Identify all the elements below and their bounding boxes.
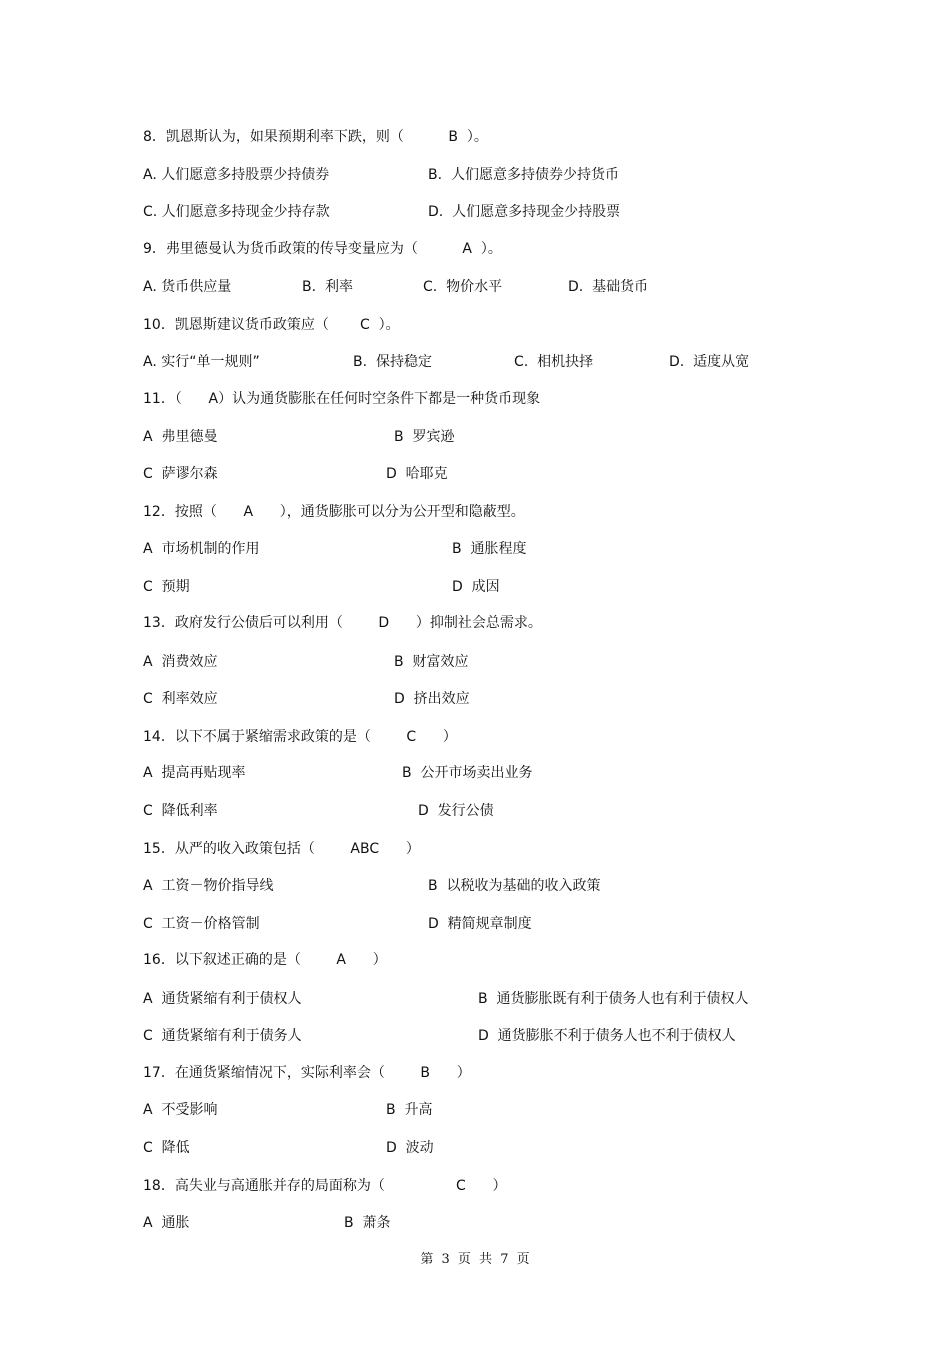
option-c: C. 相机抉择	[514, 354, 594, 370]
option-a: A 市场机制的作用	[143, 541, 260, 557]
option-a: A 不受影响	[143, 1102, 218, 1118]
question-stem: 9．弗里德曼认为货币政策的传导变量应为（ A ）。	[143, 241, 502, 257]
option-b: B 以税收为基础的收入政策	[428, 878, 601, 894]
question-stem: 12．按照（ A ），通货膨胀可以分为公开型和隐蔽型。	[143, 504, 525, 520]
question-stem: 16．以下叙述正确的是（ A ）	[143, 952, 387, 968]
option-c: C 通货紧缩有利于债务人	[143, 1028, 302, 1044]
option-a: A. 货币供应量	[143, 279, 232, 295]
question-stem: 8．凯恩斯认为，如果预期利率下跌，则（ B ）。	[143, 129, 488, 145]
option-c: C 利率效应	[143, 691, 218, 707]
option-a: A 弗里德曼	[143, 429, 218, 445]
page-footer: 第 3 页 共 7 页	[420, 1252, 530, 1267]
option-b: B 公开市场卖出业务	[402, 765, 533, 781]
question-stem: 15．从严的收入政策包括（ ABC ）	[143, 841, 420, 857]
option-a: A. 实行“单一规则”	[143, 354, 260, 370]
option-d: D 通货膨胀不利于债务人也不利于债权人	[478, 1028, 736, 1044]
option-c: C 萨谬尔森	[143, 466, 218, 482]
option-b: B 通货膨胀既有利于债务人也有利于债权人	[478, 991, 749, 1007]
option-b: B 财富效应	[394, 654, 469, 670]
option-c: C. 人们愿意多持现金少持存款	[143, 204, 330, 220]
question-stem: 14．以下不属于紧缩需求政策的是（ C ）	[143, 729, 457, 745]
question-stem: 18．高失业与高通胀并存的局面称为（ C ）	[143, 1178, 507, 1194]
option-d: D 挤出效应	[394, 691, 470, 707]
option-d: D 发行公债	[418, 803, 494, 819]
option-b: B. 人们愿意多持债券少持货币	[428, 167, 619, 183]
option-a: A 消费效应	[143, 654, 218, 670]
option-c: C 降低	[143, 1140, 190, 1156]
option-d: D 波动	[386, 1140, 434, 1156]
option-a: A 通胀	[143, 1215, 190, 1231]
option-b: B 通胀程度	[452, 541, 527, 557]
option-d: D 成因	[452, 579, 500, 595]
option-a: A. 人们愿意多持股票少持债券	[143, 167, 330, 183]
option-c: C 预期	[143, 579, 190, 595]
option-a: A 提高再贴现率	[143, 765, 246, 781]
option-b: B 罗宾逊	[394, 429, 455, 445]
option-a: A 工资－物价指导线	[143, 878, 274, 894]
option-d: D 精简规章制度	[428, 916, 532, 932]
option-b: B 升高	[386, 1102, 433, 1118]
option-b: B 萧条	[344, 1215, 391, 1231]
option-c: C 降低利率	[143, 803, 218, 819]
option-d: D. 人们愿意多持现金少持股票	[428, 204, 621, 220]
option-c: C 工资－价格管制	[143, 916, 260, 932]
question-stem: 13．政府发行公债后可以利用（ D ）抑制社会总需求。	[143, 615, 542, 631]
option-a: A 通货紧缩有利于债权人	[143, 991, 302, 1007]
option-d: D. 适度从宽	[669, 354, 750, 370]
option-b: B. 保持稳定	[353, 354, 432, 370]
option-c: C. 物价水平	[423, 279, 503, 295]
question-stem: 17．在通货紧缩情况下，实际利率会（ B ）	[143, 1065, 471, 1081]
question-stem: 11．（ A）认为通货膨胀在任何时空条件下都是一种货币现象	[143, 391, 541, 407]
option-d: D 哈耶克	[386, 466, 448, 482]
option-b: B. 利率	[302, 279, 353, 295]
question-stem: 10．凯恩斯建议货币政策应（ C ）。	[143, 317, 400, 333]
option-d: D. 基础货币	[568, 279, 649, 295]
